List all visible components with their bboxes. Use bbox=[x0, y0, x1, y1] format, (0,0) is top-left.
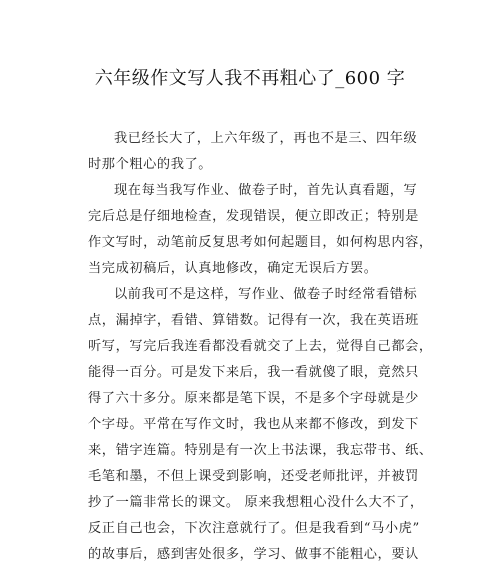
paragraph-2 bbox=[88, 178, 433, 282]
text-line: 能得一百分。可是发下来后，我一看就傻了眼，竟然只 bbox=[88, 365, 419, 380]
text-line: 的故事后，感到害处很多，学习、做事不能粗心，要认 bbox=[88, 547, 419, 562]
paragraph-3 bbox=[88, 282, 433, 568]
text-line: 时那个粗心的我了。 bbox=[88, 157, 213, 172]
text-line: 作文写时，动笔前反复思考如何起题目，如何构思内容， bbox=[88, 235, 433, 250]
document-body bbox=[88, 126, 433, 568]
text-line: 现在每当我写作业、做卷子时，首先认真看题，写 bbox=[114, 183, 418, 198]
text-line: 毛笔和墨，不但上课受到影响，还受老师批评，并被罚 bbox=[88, 469, 419, 484]
text-line: 以前我可不是这样，写作业、做卷子时经常看错标 bbox=[114, 287, 418, 302]
text-line: 当完成初稿后，认真地修改，确定无误后方罢。 bbox=[88, 261, 378, 276]
text-line: 完后总是仔细地检查，发现错误，便立即改正；特别是 bbox=[88, 209, 419, 224]
document-title: 六年级作文写人我不再粗心了_600 字 bbox=[94, 68, 406, 89]
text-line: 我已经长大了，上六年级了，再也不是三、四年级 bbox=[114, 131, 418, 146]
paragraph-1 bbox=[88, 126, 418, 178]
text-line: 得了六十多分。原来都是笔下误，不是多个字母就是少 bbox=[88, 391, 419, 406]
text-line: 听写，写完后我连看都没看就交了上去，觉得自己都会， bbox=[88, 339, 433, 354]
text-line: 抄了一篇非常长的课文。 原来我想粗心没什么大不了， bbox=[88, 495, 424, 510]
text-line: 点，漏掉字，看错、算错数。记得有一次，我在英语班 bbox=[88, 313, 419, 328]
text-line: 来，错字连篇。特别是有一次上书法课，我忘带书、纸、 bbox=[88, 443, 433, 458]
text-line: 个字母。平常在写作文时，我也从来都不修改，到发下 bbox=[88, 417, 419, 432]
text-line: 反正自己也会，下次注意就行了。但是我看到“马小虎” bbox=[88, 521, 420, 536]
